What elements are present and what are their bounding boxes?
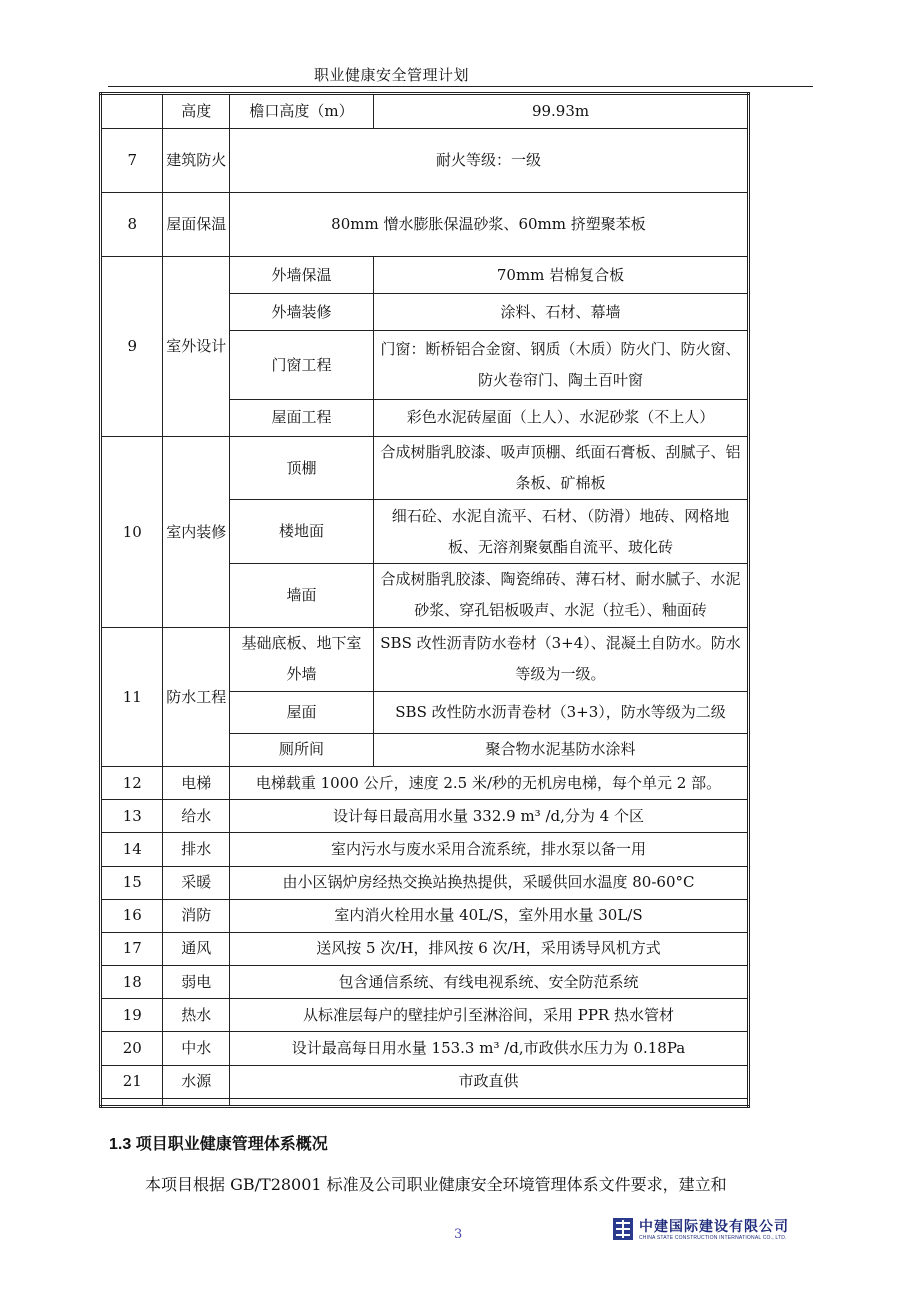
row-number: 7 — [101, 129, 163, 192]
page-header-title: 职业健康安全管理计划 — [314, 66, 470, 84]
row-label: 水源 — [163, 1065, 230, 1098]
row-sublabel: 顶棚 — [229, 437, 373, 500]
row-number — [101, 94, 163, 129]
row-sublabel: 基础底板、地下室外墙 — [229, 628, 373, 691]
row-label: 消防 — [163, 899, 230, 932]
row-sublabel: 外墙保温 — [229, 256, 373, 293]
row-value: 99.93m — [374, 94, 749, 129]
row-value: 室内污水与废水采用合流系统，排水泵以备一用 — [229, 833, 748, 866]
row-value: 聚合物水泥基防水涂料 — [374, 733, 749, 766]
row-sublabel: 门窗工程 — [229, 331, 373, 399]
row-value: 市政直供 — [229, 1065, 748, 1098]
table-row — [101, 999, 749, 1032]
row-value: 电梯载重 1000 公斤，速度 2.5 米/秒的无机房电梯，每个单元 2 部。 — [229, 766, 748, 799]
row-value: SBS 改性防水沥青卷材（3+3），防水等级为二级 — [374, 691, 749, 733]
row-value: 从标准层每户的壁挂炉引至淋浴间，采用 PPR 热水管材 — [229, 999, 748, 1032]
row-number: 17 — [101, 932, 163, 965]
row-number: 12 — [101, 766, 163, 799]
row-sublabel: 檐口高度（m） — [229, 94, 373, 129]
row-label: 屋面保温 — [163, 192, 230, 256]
row-number: 18 — [101, 966, 163, 999]
row-sublabel: 屋面工程 — [229, 399, 373, 436]
row-number: 15 — [101, 866, 163, 899]
row-value: 送风按 5 次/H，排风按 6 次/H，采用诱导风机方式 — [229, 932, 748, 965]
table-row — [101, 866, 749, 899]
row-label: 通风 — [163, 932, 230, 965]
table-row — [101, 192, 749, 256]
row-sublabel: 厕所间 — [229, 733, 373, 766]
body-paragraph: 本项目根据 GB/T28001 标准及公司职业健康安全环境管理体系文件要求，建立和 — [145, 1175, 727, 1194]
row-value: 由小区锅炉房经热交换站换热提供，采暖供回水温度 80-60°C — [229, 866, 748, 899]
row-number: 13 — [101, 800, 163, 833]
table-row — [101, 1065, 749, 1098]
row-label: 高度 — [163, 94, 230, 129]
row-number: 9 — [101, 256, 163, 436]
row-value: 室内消火栓用水量 40L/S，室外用水量 30L/S — [229, 899, 748, 932]
row-value: 合成树脂乳胶漆、陶瓷绵砖、薄石材、耐水腻子、水泥砂浆、穿孔铝板吸声、水泥（拉毛）、釉面砖 — [374, 563, 749, 627]
table-row — [101, 129, 749, 192]
company-logo-icon — [613, 1218, 633, 1240]
row-sublabel: 屋面 — [229, 691, 373, 733]
project-overview-table — [99, 92, 750, 1108]
company-name-cn: 中建国际建设有限公司 — [639, 1219, 789, 1235]
table-row — [101, 94, 749, 129]
row-number: 11 — [101, 628, 163, 767]
row-label: 电梯 — [163, 766, 230, 799]
table-row — [101, 966, 749, 999]
row-value: 包含通信系统、有线电视系统、安全防范系统 — [229, 966, 748, 999]
table-row — [101, 833, 749, 866]
table-row — [101, 932, 749, 965]
row-value: 涂料、石材、幕墙 — [374, 294, 749, 331]
row-number: 10 — [101, 437, 163, 628]
table-row — [101, 800, 749, 833]
row-value: 门窗：断桥铝合金窗、钢质（木质）防火门、防火窗、防火卷帘门、陶土百叶窗 — [374, 331, 749, 399]
row-number: 8 — [101, 192, 163, 256]
row-label: 室外设计 — [163, 256, 230, 436]
table-row — [101, 1032, 749, 1065]
header-divider — [108, 86, 813, 87]
table-row — [101, 256, 749, 293]
row-sublabel: 墙面 — [229, 563, 373, 627]
table-row — [101, 437, 749, 500]
row-number: 20 — [101, 1032, 163, 1065]
row-value: 设计每日最高用水量 332.9 m³ /d,分为 4 个区 — [229, 800, 748, 833]
row-value: 70mm 岩棉复合板 — [374, 256, 749, 293]
row-number: 16 — [101, 899, 163, 932]
row-label: 弱电 — [163, 966, 230, 999]
row-sublabel: 外墙装修 — [229, 294, 373, 331]
table-bottom-spacer — [101, 1098, 749, 1106]
table-row — [101, 628, 749, 691]
row-number: 19 — [101, 999, 163, 1032]
row-label: 排水 — [163, 833, 230, 866]
company-logo — [613, 1216, 813, 1244]
row-value: 彩色水泥砖屋面（上人）、水泥砂浆（不上人） — [374, 399, 749, 436]
section-heading: 1.3 项目职业健康管理体系概况 — [109, 1136, 328, 1153]
row-value: 耐火等级：一级 — [229, 129, 748, 192]
row-value: SBS 改性沥青防水卷材（3+4）、混凝土自防水。防水等级为一级。 — [374, 628, 749, 691]
row-value: 设计最高每日用水量 153.3 m³ /d,市政供水压力为 0.18Pa — [229, 1032, 748, 1065]
table-row — [101, 899, 749, 932]
row-label: 采暖 — [163, 866, 230, 899]
row-value: 细石砼、水泥自流平、石材、（防滑）地砖、网格地板、无溶剂聚氨酯自流平、玻化砖 — [374, 500, 749, 563]
row-number: 14 — [101, 833, 163, 866]
row-label: 室内装修 — [163, 437, 230, 628]
row-sublabel: 楼地面 — [229, 500, 373, 563]
row-label: 防水工程 — [163, 628, 230, 767]
row-number: 21 — [101, 1065, 163, 1098]
row-value: 80mm 憎水膨胀保温砂浆、60mm 挤塑聚苯板 — [229, 192, 748, 256]
row-label: 建筑防火 — [163, 129, 230, 192]
row-label: 热水 — [163, 999, 230, 1032]
row-value: 合成树脂乳胶漆、吸声顶棚、纸面石膏板、刮腻子、铝条板、矿棉板 — [374, 437, 749, 500]
row-label: 给水 — [163, 800, 230, 833]
company-name-en: CHINA STATE CONSTRUCTION INTERNATIONAL CO., LTD. — [639, 1235, 787, 1241]
table-row — [101, 766, 749, 799]
page-number: 3 — [454, 1227, 463, 1242]
row-label: 中水 — [163, 1032, 230, 1065]
